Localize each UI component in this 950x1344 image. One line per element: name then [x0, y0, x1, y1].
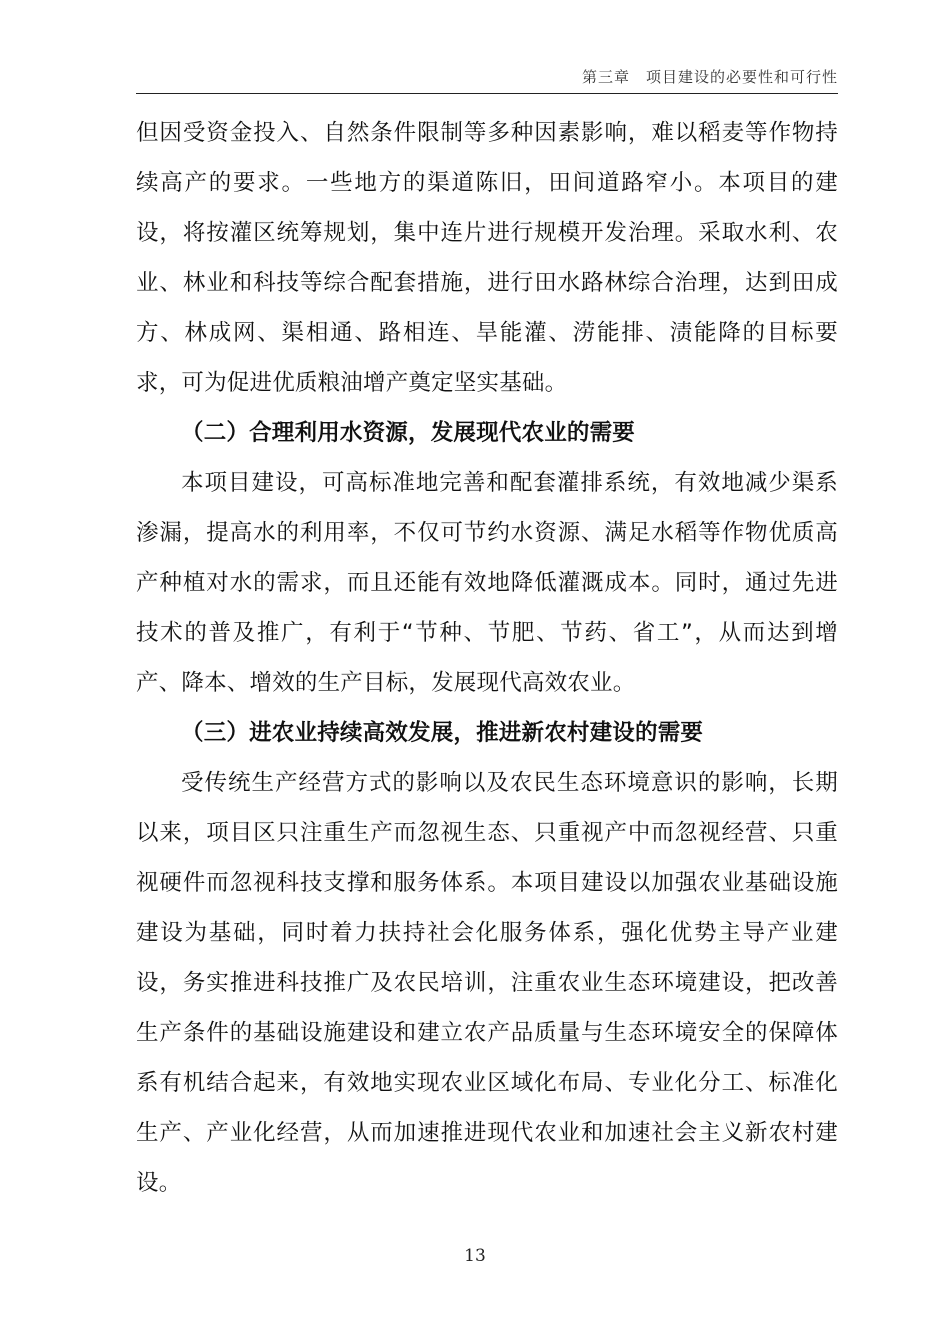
page-number: 13 — [464, 1246, 486, 1266]
section-heading-2: （二）合理利用水资源，发展现代农业的需要 — [181, 420, 636, 446]
section-heading-3: （三）进农业持续高效发展，推进新农村建设的需要 — [181, 720, 704, 746]
chapter-title: 第三章 项目建设的必要性和可行性 — [581, 68, 838, 86]
paragraph-water-resources: 本项目建设，可高标准地完善和配套灌排系统，有效地减少渠系渗漏，提高水的利用率，不仅可节约水资源、满足水稻等作物优质高产种植对水的需求，而且还能有效地降低灌溉成本。同时，通过先进技术的普及推广，有利于“节种、节肥、节药、省工”，从而达到增产、降本、增效的生产目标，发展现代高效农业。 — [136, 470, 838, 696]
paragraph-continued: 但因受资金投入、自然条件限制等多种因素影响，难以稻麦等作物持续高产的要求。一些地方的渠道陈旧，田间道路窄小。本项目的建设，将按灌区统筹规划，集中连片进行规模开发治理。采取水利、农业、林业和科技等综合配套措施，进行田水路林综合治理，达到田成方、林成网、渠相通、路相连、旱能灌、涝能排、渍能降的目标要求，可为促进优质粮油增产奠定坚实基础。 — [136, 120, 838, 396]
body-text — [136, 108, 838, 1208]
running-header — [136, 66, 838, 88]
paragraph-new-countryside: 受传统生产经营方式的影响以及农民生态环境意识的影响，长期以来，项目区只注重生产而忽视生态、只重视产中而忽视经营、只重视硬件而忽视科技支撑和服务体系。本项目建设以加强农业基础设施建设为基础，同时着力扶持社会化服务体系，强化优势主导产业建设，务实推进科技推广及农民培训，注重农业生态环境建设，把改善生产条件的基础设施建设和建立农产品质量与生态环境安全的保障体系有机结合起来，有效地实现农业区域化布局、专业化分工、标准化生产、产业化经营，从而加速推进现代农业和加速社会主义新农村建设。 — [136, 770, 838, 1196]
header-rule — [136, 93, 838, 94]
